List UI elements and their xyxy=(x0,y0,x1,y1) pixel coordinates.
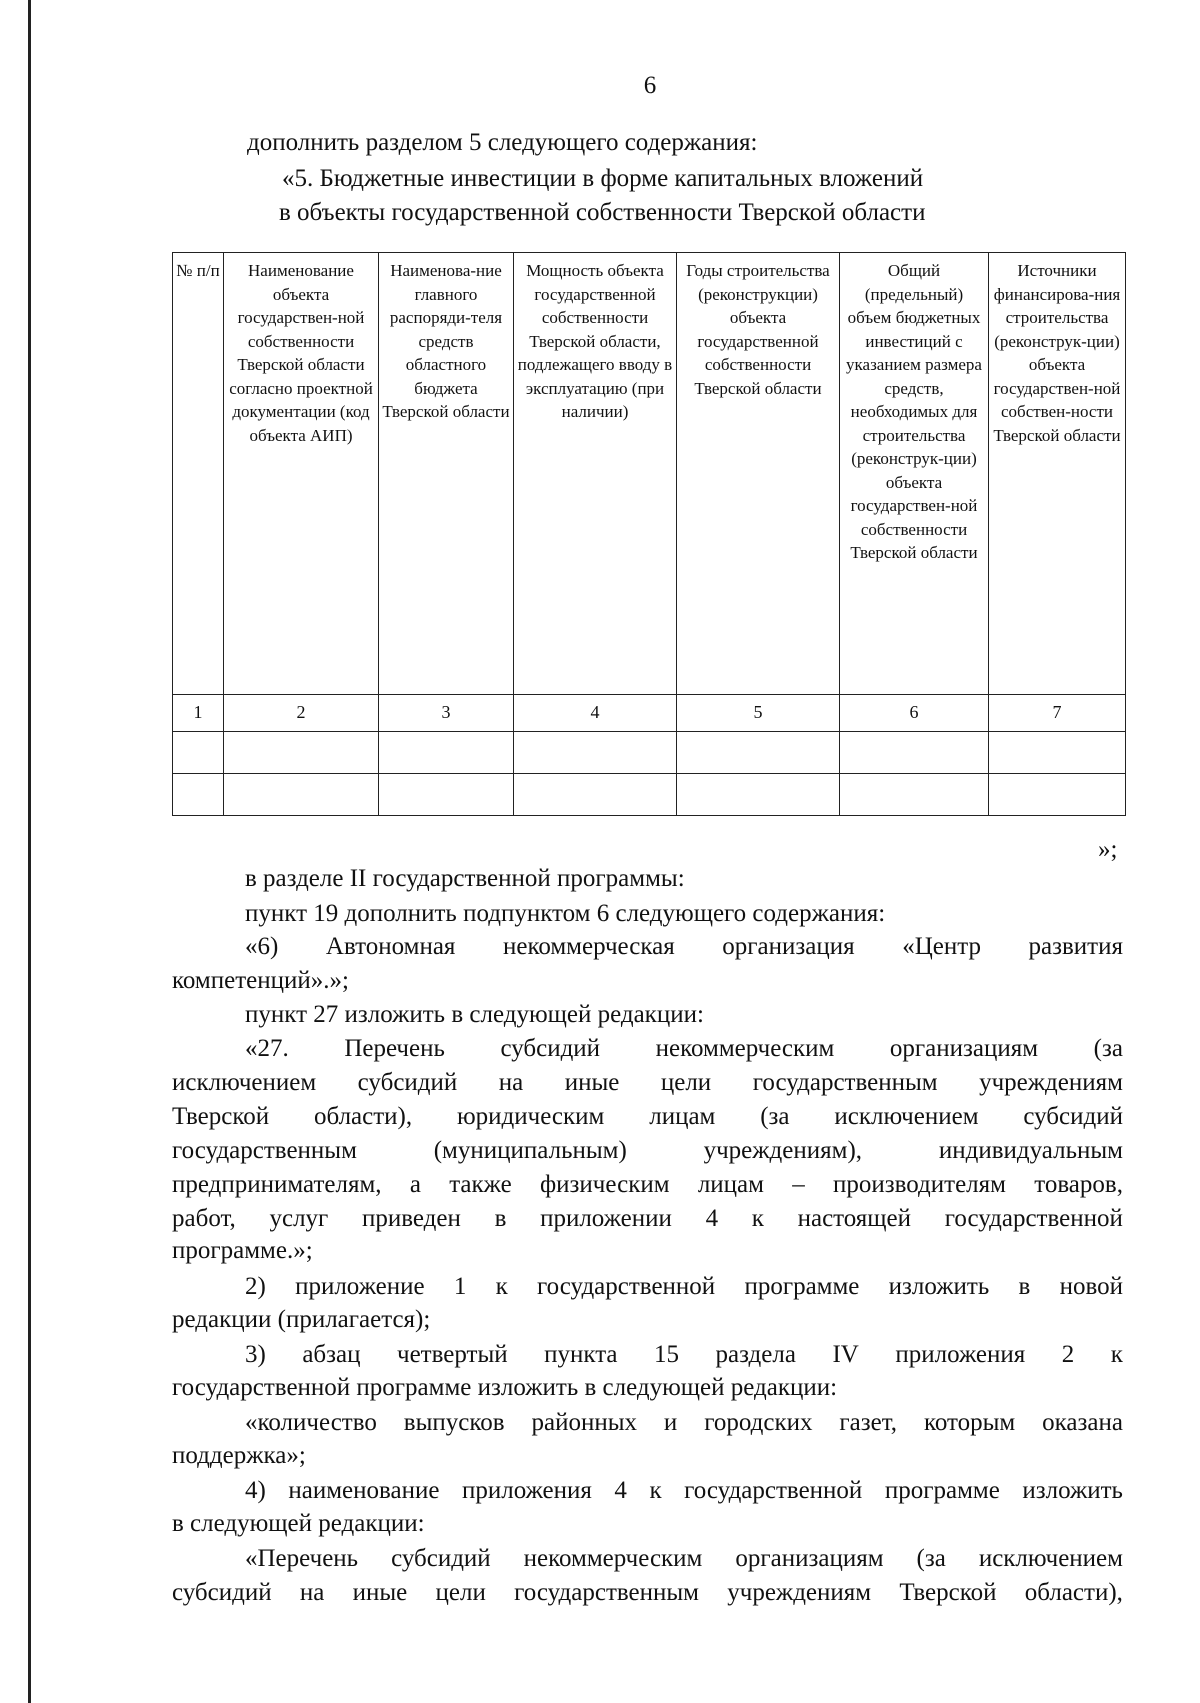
justified-line xyxy=(245,1340,1123,1370)
empty-cell xyxy=(840,774,989,816)
table-row xyxy=(173,732,1126,774)
justified-text: Тверской области), юридическим лицам (за исключением субсидий xyxy=(172,1103,1123,1130)
paragraph: редакции (прилагается); xyxy=(172,1306,431,1333)
header-cell: Наименование объекта государствен-ной собственности Тверской области согласно проектной документации (код объекта АИП) xyxy=(224,253,379,695)
paragraph: пункт 27 изложить в следующей редакции: xyxy=(245,1001,704,1028)
justified-line xyxy=(245,932,1123,962)
justified-line xyxy=(245,1034,1123,1064)
header-cell: Общий (предельный) объем бюджетных инвестиций с указанием размера средств, необходимых для строительства (реконструк-ции) объекта государствен-ной собственности Тверской области xyxy=(840,253,989,695)
justified-text: 4) наименование приложения 4 к государственной программе изложить xyxy=(245,1477,1123,1504)
empty-cell xyxy=(840,732,989,774)
header-cell: Наименова-ние главного распоряди-теля средств областного бюджета Тверской области xyxy=(379,253,514,695)
intro-line: дополнить разделом 5 следующего содержания: xyxy=(247,129,758,156)
table-header-row xyxy=(173,253,1126,695)
justified-line xyxy=(172,1204,1123,1234)
justified-line xyxy=(172,1578,1123,1608)
empty-cell xyxy=(379,732,514,774)
section-title-line-1: «5. Бюджетные инвестиции в форме капитальных вложений xyxy=(282,165,924,192)
column-number-cell: 4 xyxy=(514,695,677,732)
justified-text: «количество выпусков районных и городских газет, которым оказана xyxy=(245,1409,1123,1436)
scan-edge-line xyxy=(28,0,31,1703)
justified-text: государственным (муниципальным) учреждениям), индивидуальным xyxy=(172,1137,1123,1164)
justified-line xyxy=(172,1102,1123,1132)
empty-cell xyxy=(989,774,1126,816)
empty-cell xyxy=(173,732,224,774)
column-number-cell: 1 xyxy=(173,695,224,732)
empty-cell xyxy=(677,732,840,774)
justified-line xyxy=(172,1170,1123,1200)
justified-text: работ, услуг приведен в приложении 4 к настоящей государственной xyxy=(172,1205,1123,1232)
empty-cell xyxy=(173,774,224,816)
justified-text: «Перечень субсидий некоммерческим организациям (за исключением xyxy=(245,1545,1123,1572)
column-number-cell: 2 xyxy=(224,695,379,732)
paragraph: пункт 19 дополнить подпунктом 6 следующего содержания: xyxy=(245,900,886,927)
section-title-line-2: в объекты государственной собственности Тверской области xyxy=(279,199,926,226)
paragraph: программе.»; xyxy=(172,1237,313,1264)
empty-cell xyxy=(224,732,379,774)
page-number: 6 xyxy=(643,72,657,99)
closing-quote: »; xyxy=(1098,836,1118,863)
column-number-cell: 5 xyxy=(677,695,840,732)
justified-text: исключением субсидий на иные цели государственным учреждениям xyxy=(172,1069,1123,1096)
column-number-cell: 7 xyxy=(989,695,1126,732)
justified-text: субсидий на иные цели государственным учреждениям Тверской области), xyxy=(172,1579,1123,1606)
header-cell: Годы строительства (реконструкции) объекта государственной собственности Тверской области xyxy=(677,253,840,695)
paragraph: поддержка»; xyxy=(172,1442,306,1469)
table-row xyxy=(173,774,1126,816)
justified-text: 2) приложение 1 к государственной программе изложить в новой xyxy=(245,1273,1123,1300)
paragraph: компетенций».»; xyxy=(172,967,349,994)
justified-text: 3) абзац четвертый пункта 15 раздела IV приложения 2 к xyxy=(245,1341,1123,1368)
paragraph: государственной программе изложить в следующей редакции: xyxy=(172,1374,838,1401)
header-cell: Мощность объекта государственной собственности Тверской области, подлежащего вводу в эксплуатацию (при наличии) xyxy=(514,253,677,695)
justified-text: «27. Перечень субсидий некоммерческим организациям (за xyxy=(245,1035,1123,1062)
empty-cell xyxy=(224,774,379,816)
empty-cell xyxy=(514,774,677,816)
header-cell: Источники финансирова-ния строительства (реконструк-ции) объекта государствен-ной собствен-ности Тверской области xyxy=(989,253,1126,695)
justified-line xyxy=(245,1476,1123,1506)
column-number-row xyxy=(173,695,1126,732)
justified-line xyxy=(172,1136,1123,1166)
investment-table xyxy=(172,252,1126,816)
paragraph: в разделе II государственной программы: xyxy=(245,865,685,892)
column-number-cell: 6 xyxy=(840,695,989,732)
justified-line xyxy=(172,1068,1123,1098)
empty-cell xyxy=(514,732,677,774)
justified-line xyxy=(245,1408,1123,1438)
justified-line xyxy=(245,1544,1123,1574)
column-number-cell: 3 xyxy=(379,695,514,732)
justified-text: предпринимателям, а также физическим лицам – производителям товаров, xyxy=(172,1171,1123,1198)
justified-text: «6) Автономная некоммерческая организация «Центр развития xyxy=(245,933,1123,960)
empty-cell xyxy=(677,774,840,816)
empty-cell xyxy=(989,732,1126,774)
empty-cell xyxy=(379,774,514,816)
header-cell: № п/п xyxy=(173,253,224,695)
paragraph: в следующей редакции: xyxy=(172,1510,425,1537)
justified-line xyxy=(245,1272,1123,1302)
